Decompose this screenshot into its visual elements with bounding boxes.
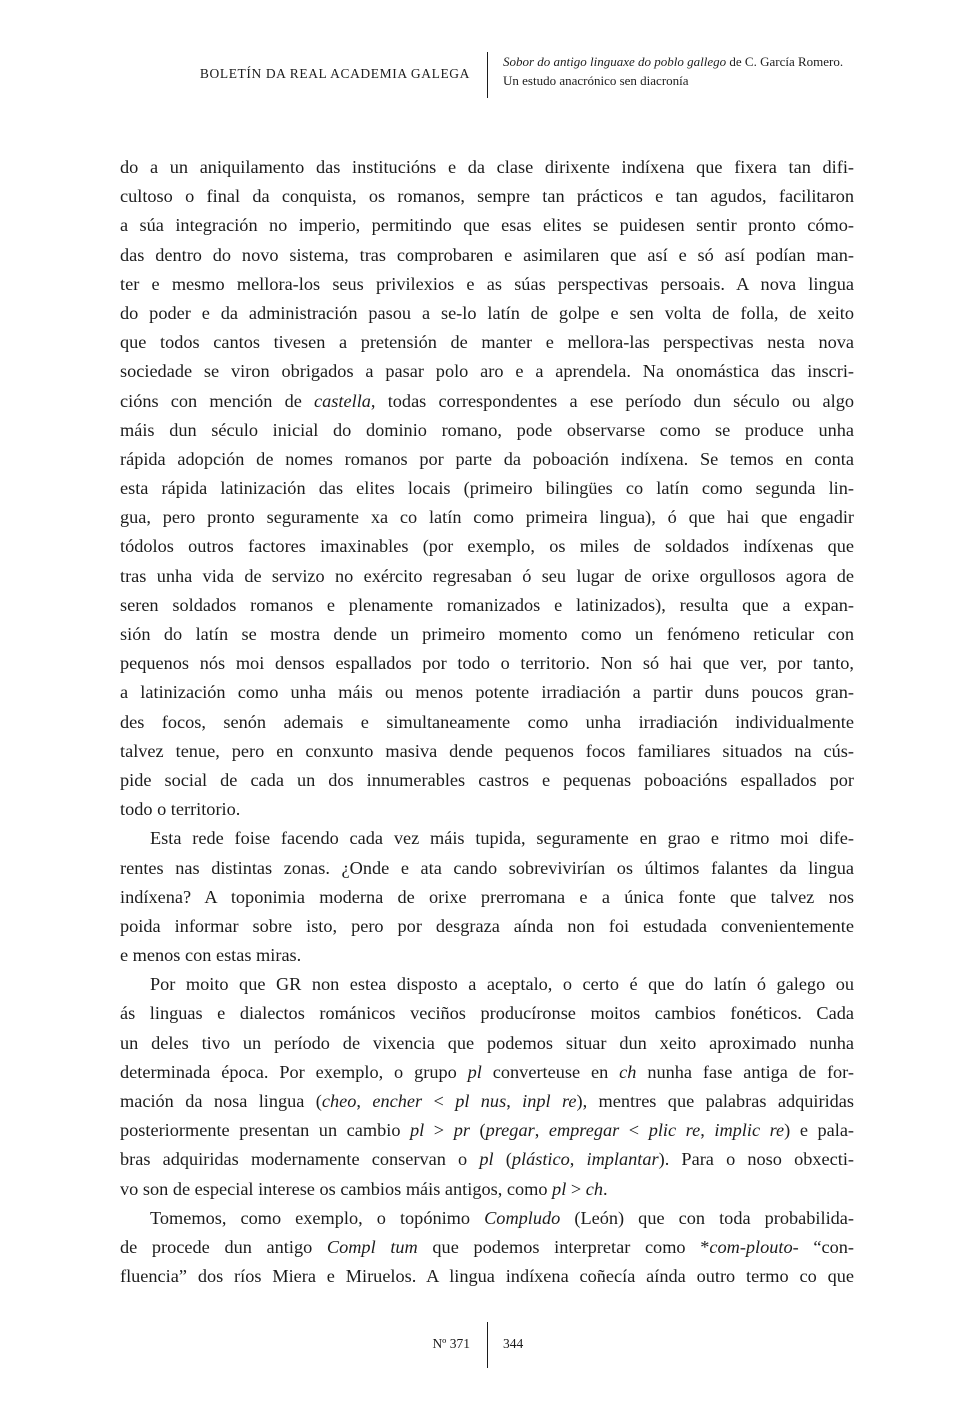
italic-term: castella xyxy=(314,390,371,411)
article-subtitle: Un estudo anacrónico sen diacronía xyxy=(503,73,689,88)
text-line: ás linguas e dialectos románicos veciños producíronse moitos cambios fonéticos. Cada xyxy=(120,1003,854,1024)
text-line: e menos con estas miras. xyxy=(120,945,302,966)
text-line: fluencia” dos ríos Miera e Miruelos. A lingua indíxena coñecía aínda outro termo co que xyxy=(120,1266,854,1287)
text-line: a súa integración no imperio, permitindo que esas elites se puidesen sentir pronto cómo- xyxy=(120,215,854,236)
footer-divider xyxy=(487,1322,488,1368)
article-body xyxy=(120,153,854,1291)
text-line: máis dun século inicial do dominio romano, pode observarse como se produce unha xyxy=(120,419,854,440)
text-line: de procede dun antigo Compl tum que podemos interpretar como *com-plouto- “con- xyxy=(120,1236,854,1257)
running-title xyxy=(503,52,883,90)
text-line: das dentro do novo sistema, tras comprobaren e asimilaren que así e só así podían man- xyxy=(120,244,854,265)
text-line: indíxena? A toponimia moderna de orixe prerromana e a única fonte que talvez nos xyxy=(120,886,854,907)
text-line: que todos cantos tivesen a pretensión de manter e mellora-las perspectivas nesta nova xyxy=(120,332,854,353)
text-line: Esta rede foise facendo cada vez máis tupida, seguramente en grao e ritmo moi dife- xyxy=(150,828,854,849)
text-line: vo son de especial interese os cambios máis antigos, como pl > ch. xyxy=(120,1178,608,1199)
page-header xyxy=(0,52,975,100)
text-line: do poder e da administración pasou a se-lo latín de golpe e sen volta de folla, de xeito xyxy=(120,302,854,323)
page-number: 344 xyxy=(503,1336,524,1351)
text-line: sociedade se viron obrigados a pasar polo aro e a aprendela. Na onomástica das inscri- xyxy=(120,361,854,382)
article-author: de C. García Romero. xyxy=(726,54,844,69)
page-footer xyxy=(0,1322,975,1368)
article-title: Sobor do antigo linguaxe do poblo gallego xyxy=(503,54,727,69)
text-line: gua, pero pronto seguramente xa co latín como primeira lingua), ó que hai que engadir xyxy=(120,507,854,528)
text-line: rápida adopción de nomes romanos por parte da poboación indíxena. Se temos en conta xyxy=(120,448,854,469)
text-line: pequenos nós moi densos espallados por todo o territorio. Non só hai que ver, por tanto, xyxy=(120,653,854,674)
text-line: bras adquiridas modernamente conservan o pl (plástico, implantar). Para o noso obxecti- xyxy=(120,1149,855,1170)
text-line: Por moito que GR non estea disposto a aceptalo, o certo é que do latín ó galego ou xyxy=(150,974,854,995)
text-line: Tomemos, como exemplo, o topónimo Compludo (León) que con toda probabilida- xyxy=(150,1207,854,1228)
journal-name: BOLETÍN DA REAL ACADEMIA GALEGA xyxy=(199,66,470,81)
text-line: cultoso o final da conquista, os romanos, sempre tan prácticos e tan agudos, facilitaron xyxy=(120,186,854,207)
running-title-line-1 xyxy=(503,52,883,71)
text-line: pide social de cada un dos innumerables castros e pequenas poboacións espallados por xyxy=(120,769,854,790)
text-line: determinada época. Por exemplo, o grupo pl converteuse en ch nunha fase antiga de for- xyxy=(120,1061,854,1082)
text-line: do a un aniquilamento das institucións e da clase dirixente indíxena que fixera tan difi- xyxy=(120,157,854,177)
text-line: tódolos outros factores imaxinables (por exemplo, os miles de soldados indíxenas que xyxy=(120,536,854,557)
text-line: posteriormente presentan un cambio pl > pr (pregar, empregar < plic re, implic re) e pala- xyxy=(120,1120,855,1141)
issue-number: Nº 371 xyxy=(432,1336,470,1351)
text-line: cións con mención de castella, todas correspondentes a ese período dun século ou algo xyxy=(120,390,854,411)
text-line: sión do latín se mostra dende un primeiro momento como un fenómeno reticular con xyxy=(120,624,854,644)
text-line: todo o territorio. xyxy=(120,799,241,820)
text-line: rentes nas distintas zonas. ¿Onde e ata cando sobrevivirían os últimos falantes da lingua xyxy=(120,857,854,878)
text-line: des focos, senón ademais e simultaneamente como unha irradiación individualmente xyxy=(120,711,854,732)
header-divider xyxy=(487,52,488,98)
text-line: un deles tivo un período de vixencia que podemos situar dun xeito aproximado nunha xyxy=(120,1032,854,1053)
text-line: seren soldados romanos e plenamente romanizados e latinizados), resulta que a expan- xyxy=(120,594,854,615)
text-line: esta rápida latinización das elites locais (primeiro bilingües co latín como segunda lin- xyxy=(120,478,854,499)
text-line: talvez tenue, pero en conxunto masiva dende pequenos focos familiares situados na cús- xyxy=(120,740,854,761)
text-line: ter e mesmo mellora-los seus privilexios e as súas perspectivas persoais. A nova lingua xyxy=(120,273,854,294)
text-line: mación da nosa lingua (cheo, encher < pl nus, inpl re), mentres que palabras adquiridas xyxy=(120,1091,855,1111)
text-line: tras unha vida de servizo no exército regresaban ó seu lugar de orixe orgullosos agora de xyxy=(120,565,854,586)
text-line: poida informar sobre isto, pero por desgraza aínda non foi estudada convenientemente xyxy=(120,915,854,936)
text-line: a latinización como unha máis ou menos potente irradiación a partir duns poucos gran- xyxy=(120,682,854,703)
